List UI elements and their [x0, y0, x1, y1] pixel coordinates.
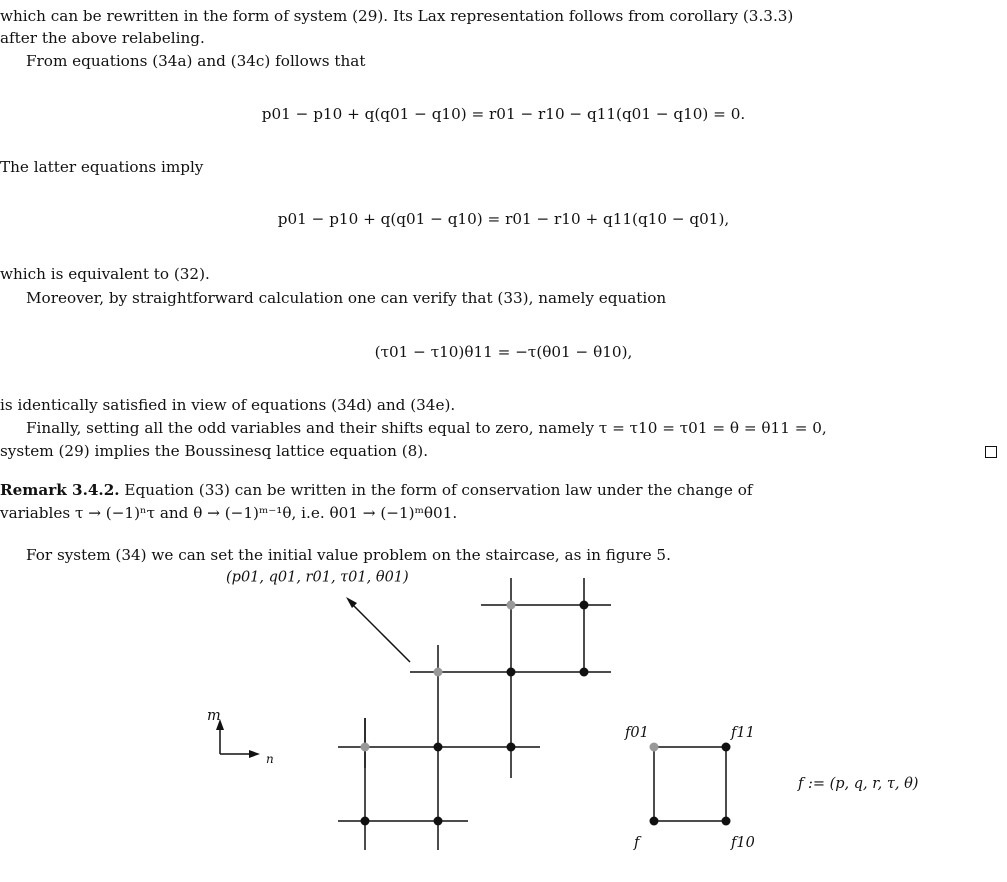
- remark-line: [0, 480, 1000, 500]
- label-f01: f01: [625, 725, 649, 741]
- staircase-figure: [0, 570, 1007, 870]
- initial-node: [361, 743, 370, 752]
- paragraph-line: after the above relabeling.: [0, 29, 205, 47]
- label-f10: f10: [731, 835, 755, 851]
- axis-n-label: n: [266, 752, 274, 766]
- paragraph-line: Moreover, by straightforward calculation one can verify that (33), namely equation: [26, 289, 667, 307]
- paragraph-line: which is equivalent to (32).: [0, 265, 210, 283]
- remark-title: Remark 3.4.2.: [0, 481, 120, 499]
- equation-2: p01 − p10 + q(q01 − q10) = r01 − r10 + q11(q10 − q01),: [277, 210, 730, 228]
- lattice-node: [580, 601, 589, 610]
- node-f: [650, 817, 659, 826]
- paragraph-line: For system (34) we can set the initial value problem on the staircase, as in figure 5.: [26, 546, 671, 564]
- qed-square-icon: [985, 446, 997, 458]
- paragraph-line: The latter equations imply: [0, 158, 204, 176]
- lattice-node: [507, 668, 516, 677]
- definition-label: f := (p, q, r, τ, θ): [798, 776, 919, 792]
- remark-line: variables τ → (−1)ⁿτ and θ → (−1)ᵐ⁻¹θ, i.e. θ01 → (−1)ᵐθ01.: [0, 504, 458, 522]
- paragraph-line: Finally, setting all the odd variables and their shifts equal to zero, namely τ = τ10 = τ01 = θ = θ11 = 0,: [26, 419, 827, 437]
- lattice-node: [434, 817, 443, 826]
- initial-node: [507, 601, 516, 610]
- axis-m-label: m: [207, 708, 221, 724]
- annotation-label: (p01, q01, r01, τ01, θ01): [226, 570, 409, 586]
- node-f01: [650, 743, 659, 752]
- equation-3: (τ01 − τ10)θ11 = −τ(θ01 − θ10),: [374, 343, 633, 361]
- lattice-node: [580, 668, 589, 677]
- equation-1: p01 − p10 + q(q01 − q10) = r01 − r10 − q11(q01 − q10) = 0.: [261, 105, 746, 123]
- paragraph-line: From equations (34a) and (34c) follows that: [26, 52, 366, 70]
- arrow-right-icon: [249, 750, 260, 758]
- remark-text: Equation (33) can be written in the form of conservation law under the change of: [119, 481, 753, 499]
- node-f10: [722, 817, 731, 826]
- lattice-node: [507, 743, 516, 752]
- label-f: f: [634, 835, 640, 851]
- label-f11: f11: [731, 725, 755, 741]
- paragraph-line: is identically satisfied in view of equations (34d) and (34e).: [0, 396, 456, 414]
- node-f11: [722, 743, 731, 752]
- paragraph-line: which can be rewritten in the form of system (29). Its Lax representation follows from corollary (3.3.3): [0, 7, 794, 25]
- initial-node: [434, 668, 443, 677]
- lattice-node: [434, 743, 443, 752]
- paragraph-line: system (29) implies the Boussinesq lattice equation (8).: [0, 442, 429, 460]
- annotation-arrow-line: [350, 602, 410, 662]
- lattice-node: [361, 817, 370, 826]
- reference-square: [654, 747, 726, 821]
